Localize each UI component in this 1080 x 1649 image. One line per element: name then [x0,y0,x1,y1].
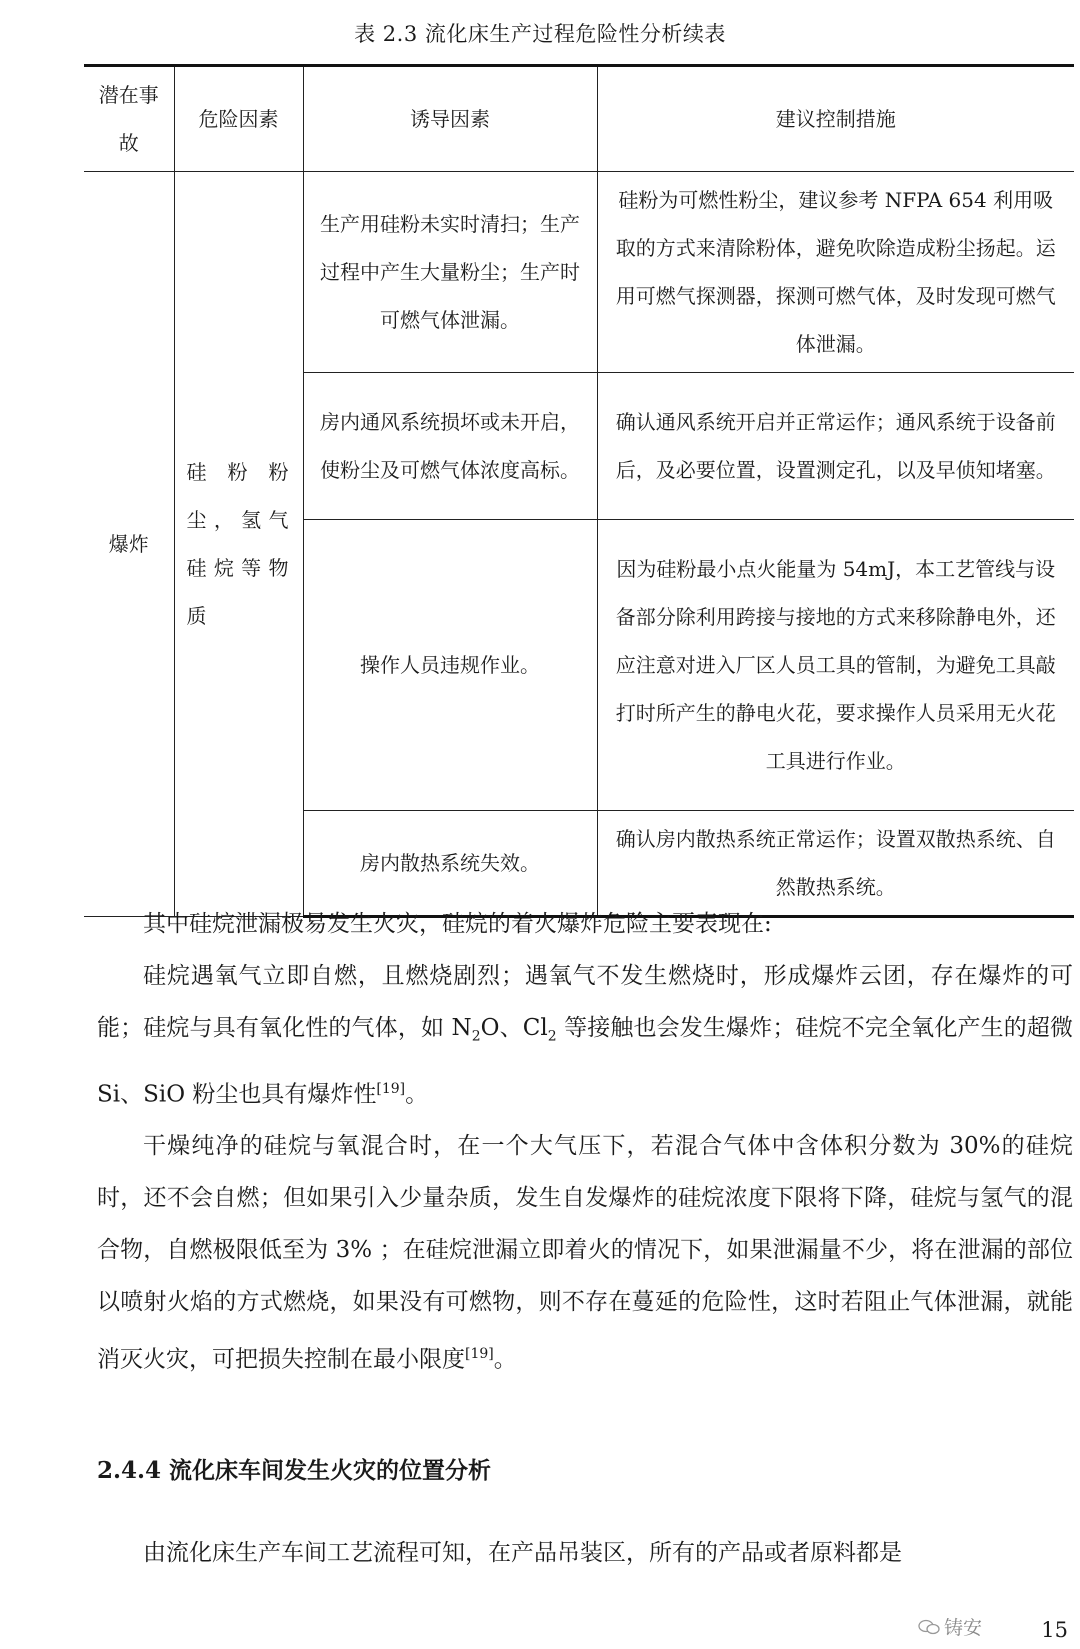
wechat-icon [918,1619,940,1635]
text-run: O、Cl [480,1015,548,1041]
citation-ref: [19] [376,1080,406,1097]
body-text [97,1527,1073,1579]
text-run: 。 [493,1346,517,1373]
paragraph: 其中硅烷泄漏极易发生火灾，硅烷的着火爆炸危险主要表现在: [143,911,772,937]
text-run: 硅烷遇氧气立即自燃，且燃烧剧烈；遇氧气不发生燃烧时，形成爆炸云团，存在爆炸的可能；硅烷与具有氧化性的气体，如 N [97,963,1073,1041]
risk-analysis-table [84,64,1074,918]
body-text [97,898,1073,1386]
citation-ref: [19] [465,1346,494,1363]
table-caption: 表 2.3 流化床生产过程危险性分析续表 [354,22,726,46]
text-run: 。 [405,1081,429,1108]
table-header-row [84,66,1074,172]
paragraph: 由流化床生产车间工艺流程可知，在产品吊装区，所有的产品或者原料都是 [143,1540,902,1566]
cause-cell: 生产用硅粉未实时清扫；生产过程中产生大量粉尘；生产时可燃气体泄漏。 [303,172,597,373]
watermark-label: 铸安 [944,1617,983,1639]
measure-cell: 因为硅粉最小点火能量为 54mJ，本工艺管线与设备部分除利用跨接与接地的方式来移除静电外，还应注意对进入厂区人员工具的管制，为避免工具敲打时所产生的静电火花，要求操作人员采用无火花工具进行作业。 [597,520,1074,811]
watermark [918,1613,982,1640]
cause-cell: 房内通风系统损坏或未开启，使粉尘及可燃气体浓度高标。 [303,373,597,520]
header-hazard-factor: 危险因素 [174,66,303,172]
header-potential-accident: 潜在事故 [84,66,174,172]
hazard-factor-cell: 硅粉粉尘，氢气硅烷等物质 [174,172,303,917]
measure-cell: 硅粉为可燃性粉尘，建议参考 NFPA 654 利用吸取的方式来清除粉体，避免吹除造成粉尘扬起。运用可燃气探测器，探测可燃气体，及时发现可燃气体泄漏。 [597,172,1074,373]
measure-cell: 确认通风系统开启并正常运作；通风系统于设备前后，及必要位置，设置测定孔，以及早侦知堵塞。 [597,373,1074,520]
text-run: 等接触也会发生爆炸；硅烷不完全氧化产生的超微 Si、SiO 粉尘也具有爆炸性 [97,1015,1074,1108]
subscript: 2 [547,1028,557,1045]
paragraph [97,1120,1073,1386]
text-run: 干燥纯净的硅烷与氧混合时，在一个大气压下，若混合气体中含体积分数为 30%的硅烷时，还不会自燃；但如果引入少量杂质，发生自发爆炸的硅烷浓度下限将下降，硅烷与氢气的混合物，自燃极限低至为 3% ；在硅烷泄漏立即着火的情况下，如果泄漏量不少，将在泄漏的部位以喷射火焰的方式燃烧，如果没有可燃物，则不存在蔓延的危险性，这时若阻止气体泄漏，就能消灭火灾，可把损失控制在最小限度 [97,1133,1073,1373]
page-number: 15 [1041,1618,1068,1642]
header-inducing-factor: 诱导因素 [303,66,597,172]
cause-cell: 操作人员违规作业。 [303,520,597,811]
paragraph [97,950,1073,1120]
section-heading: 2.4.4 流化床车间发生火灾的位置分析 [97,1457,492,1484]
header-control-measures: 建议控制措施 [597,66,1074,172]
cause-cell: 房内散热系统失效。 [303,811,597,917]
accident-cell: 爆炸 [84,172,174,917]
table-row [84,172,1074,373]
measure-cell: 确认房内散热系统正常运作；设置双散热系统、自然散热系统。 [597,811,1074,917]
subscript: 2 [471,1028,481,1045]
